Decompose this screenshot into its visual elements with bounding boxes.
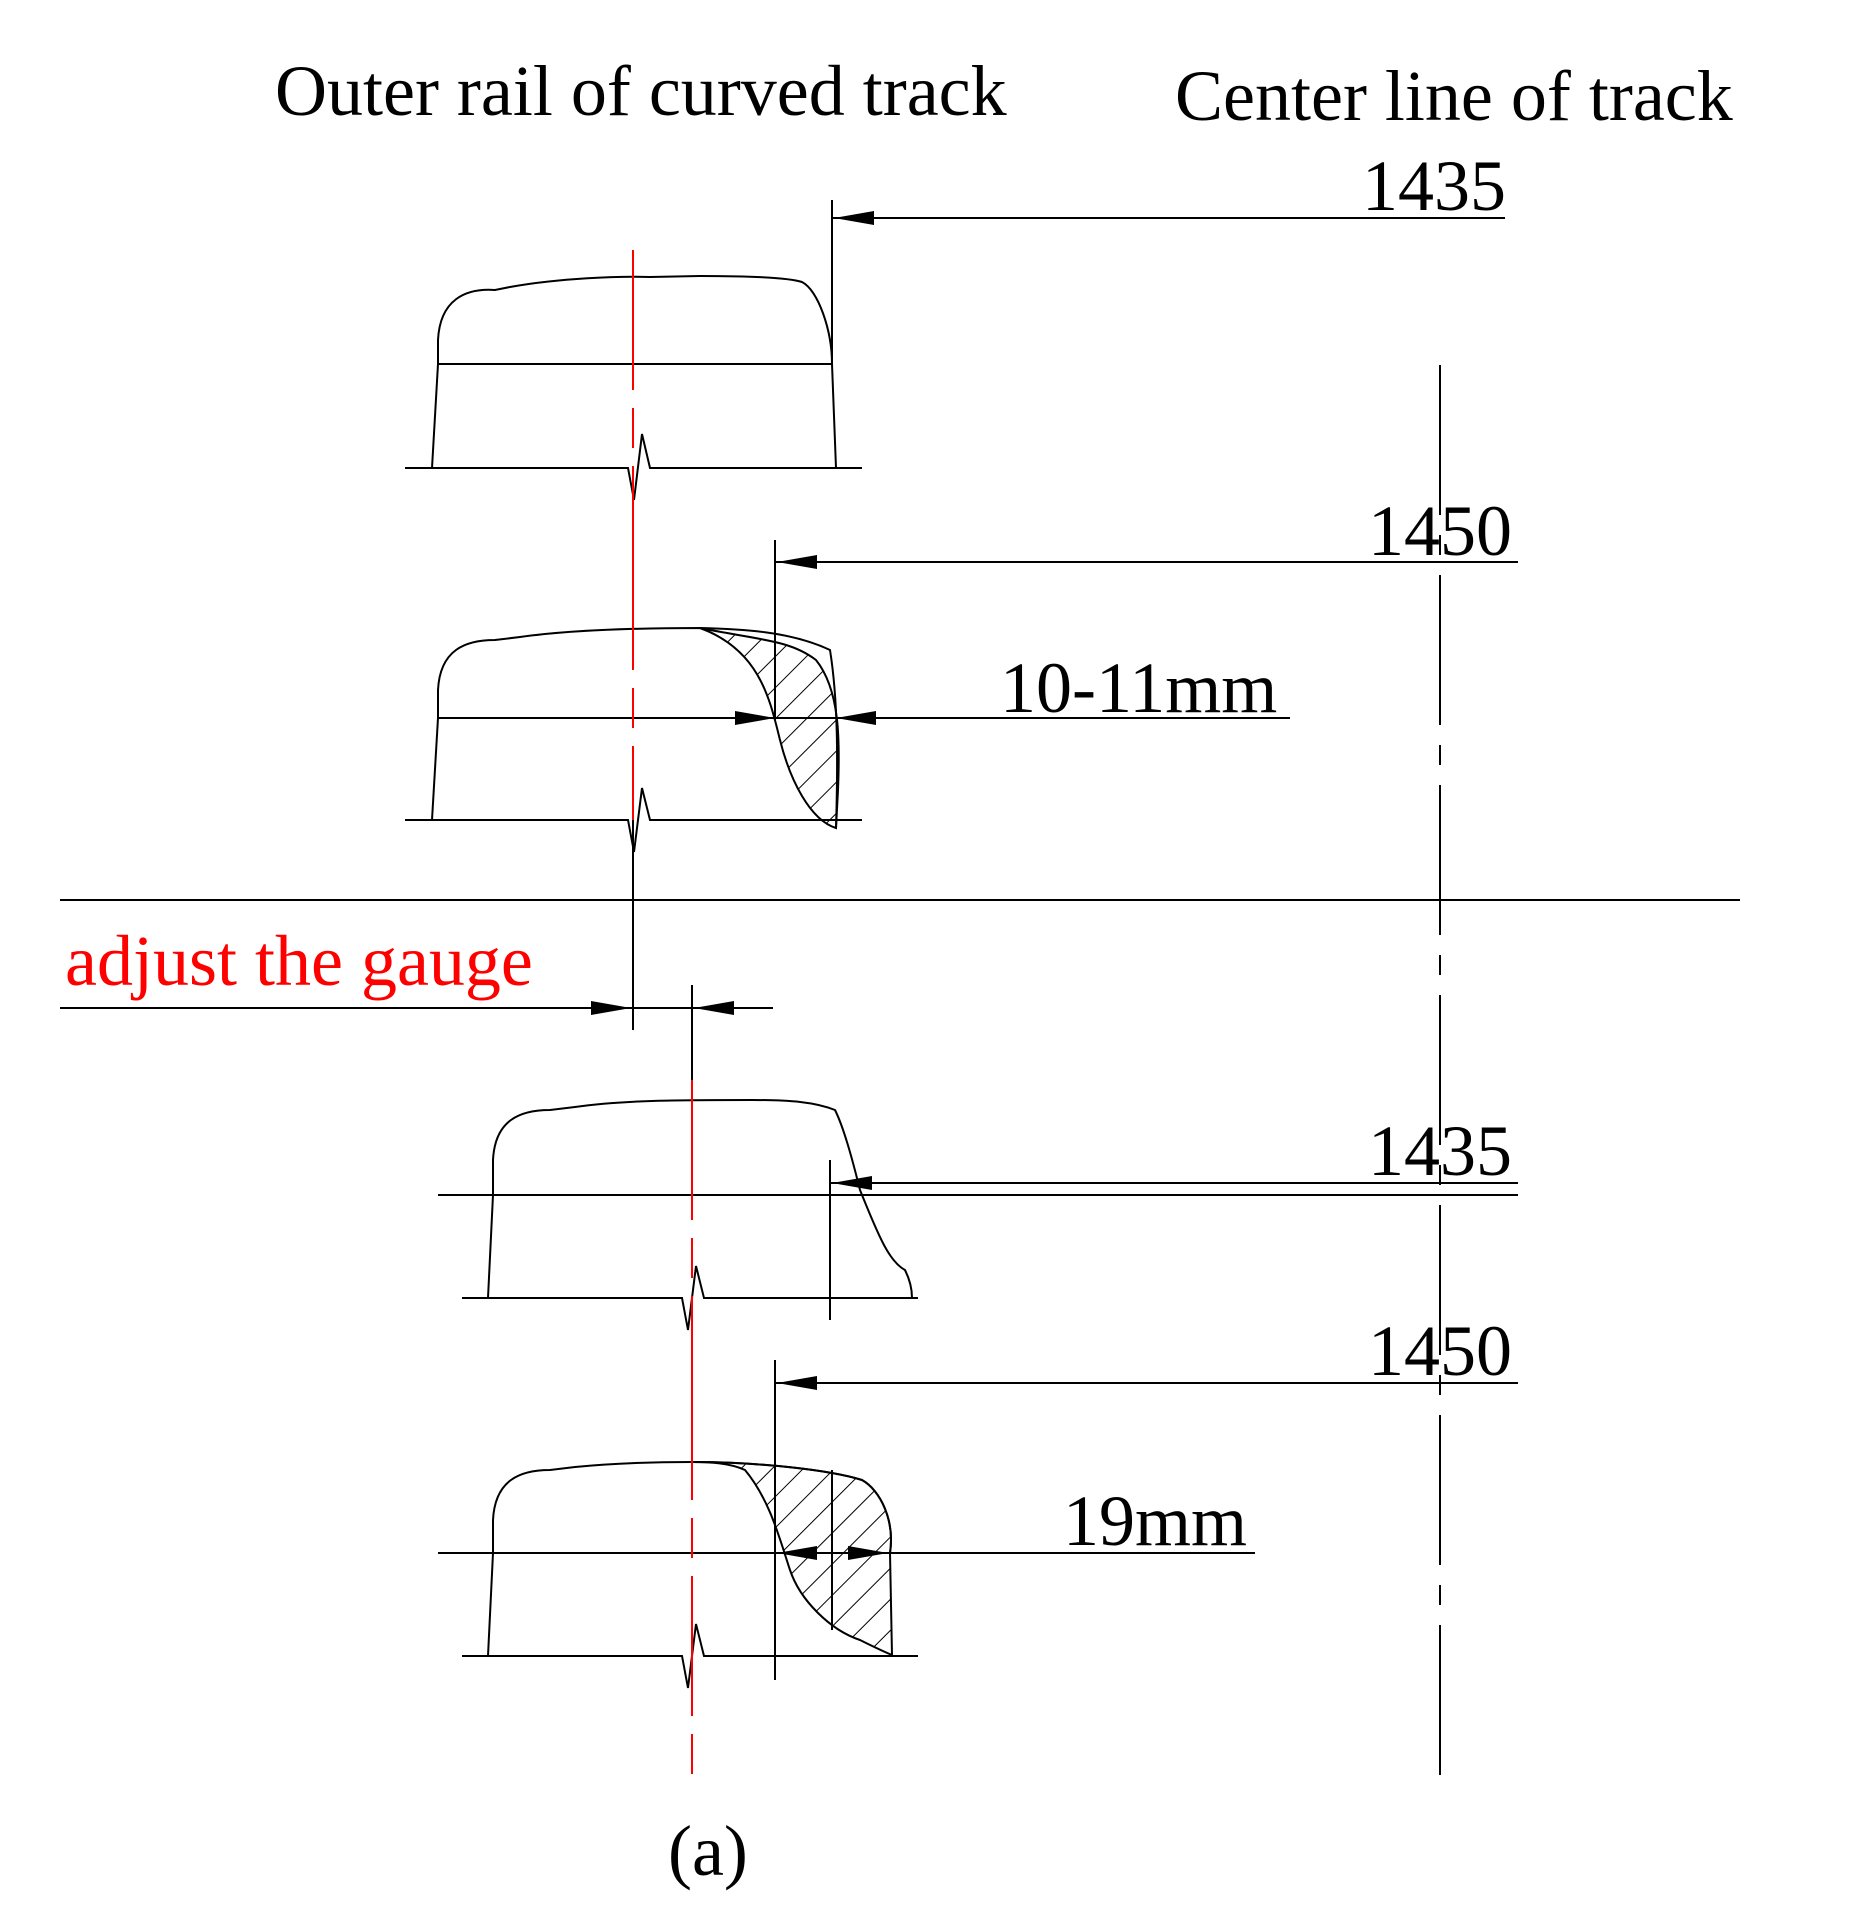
panel-label: (a): [668, 1811, 748, 1891]
dim-3-arrow: [832, 1176, 872, 1190]
dim-4-label: 1450: [1368, 1311, 1512, 1391]
rail-profile-3: [438, 1100, 1518, 1330]
wear-2-label: 19mm: [1063, 1481, 1248, 1561]
adjust-arrow-left: [591, 1001, 631, 1015]
outer-rail-title: Outer rail of curved track: [275, 51, 1007, 131]
wear-1-arrow-left: [735, 711, 775, 725]
wear-1-arrow-right: [836, 711, 876, 725]
dim-3-label: 1435: [1368, 1111, 1512, 1191]
dim-4-arrow: [777, 1376, 817, 1390]
dim-2-arrow: [777, 555, 817, 569]
wear-1-label: 10-11mm: [1000, 648, 1278, 728]
adjust-arrow-right: [694, 1001, 734, 1015]
center-line-title: Center line of track: [1175, 56, 1733, 136]
adjust-gauge-label: adjust the gauge: [65, 921, 533, 1001]
dim-2-label: 1450: [1368, 491, 1512, 571]
dim-1-arrow: [834, 211, 874, 225]
dim-1-label: 1435: [1362, 146, 1506, 226]
